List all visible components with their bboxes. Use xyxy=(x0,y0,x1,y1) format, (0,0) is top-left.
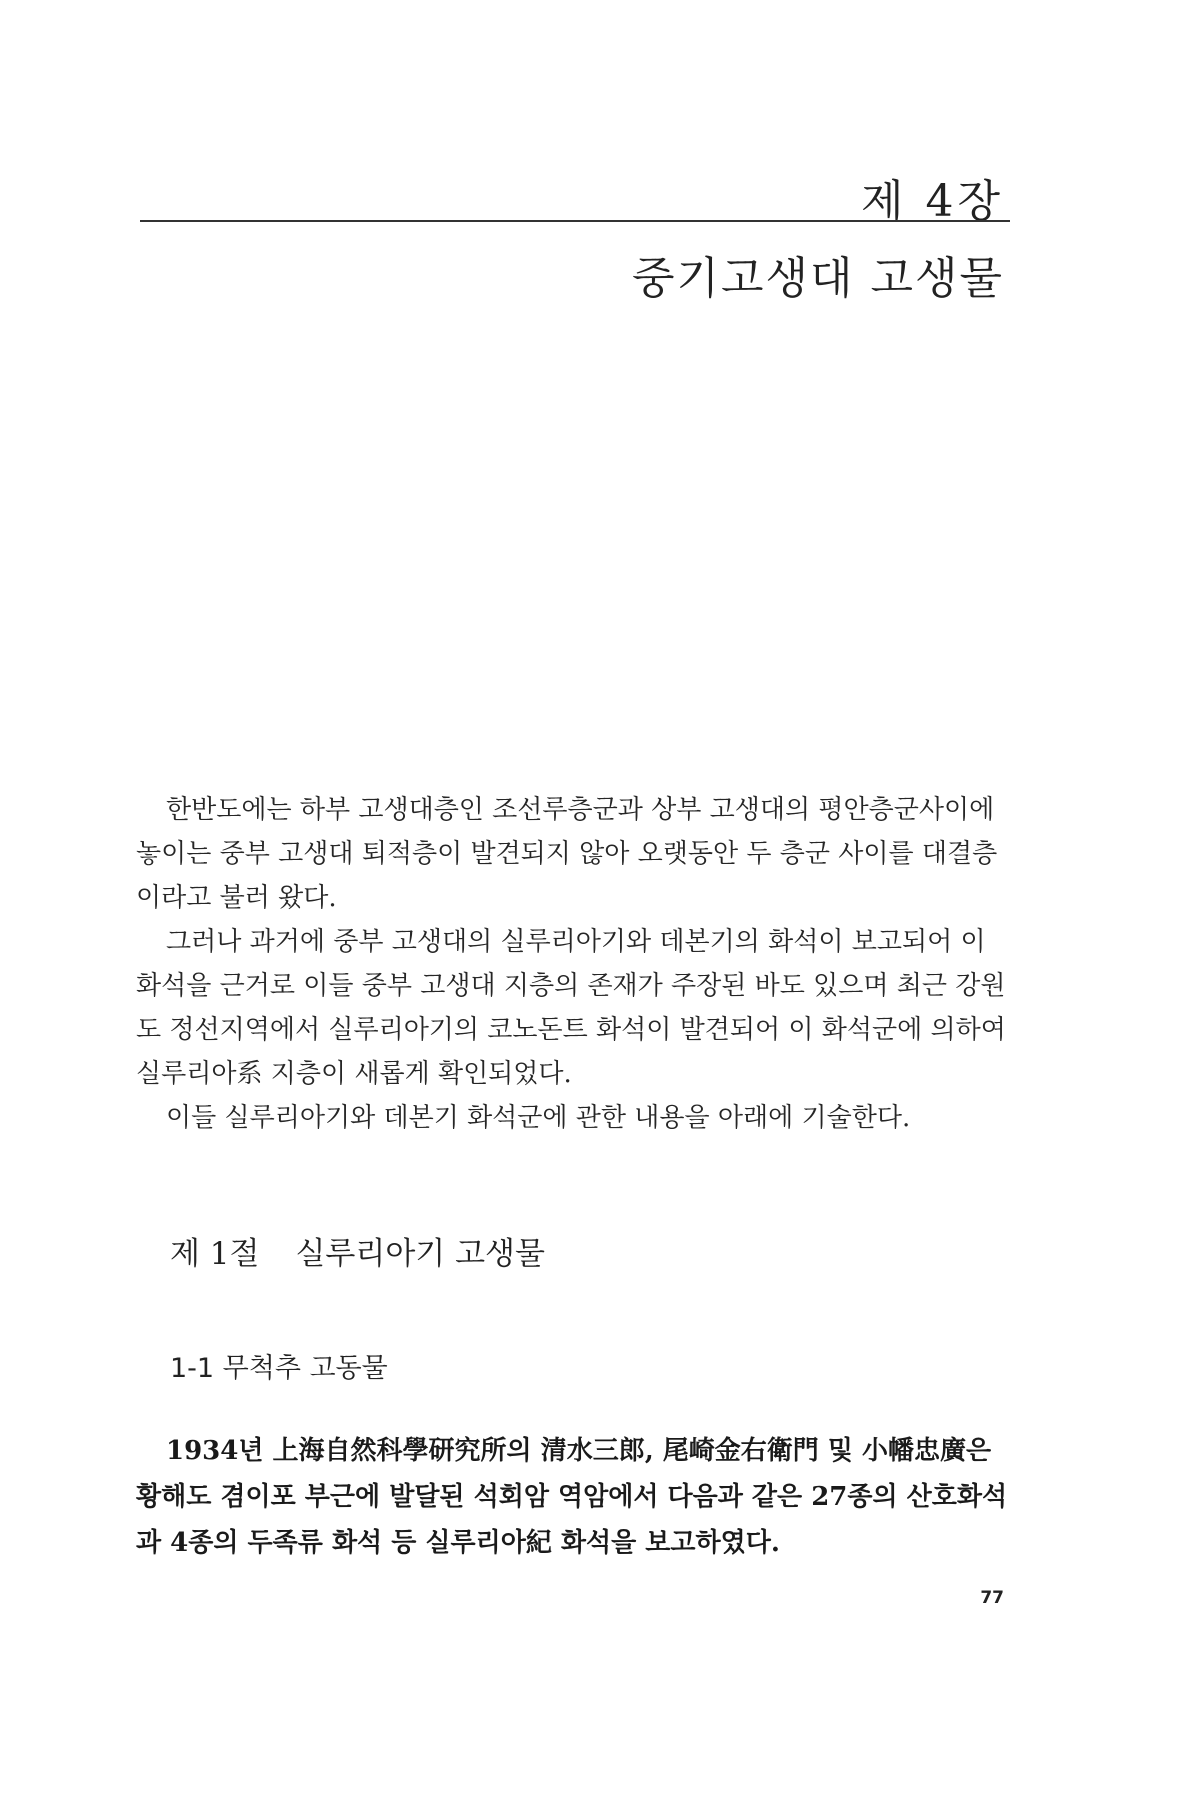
body-text xyxy=(136,1428,1014,1566)
subsection-heading: 1-1 무척추 고동물 xyxy=(170,1353,388,1384)
chapter-divider xyxy=(140,220,1010,222)
section-heading xyxy=(170,1228,545,1273)
intro-paragraph: 한반도에는 하부 고생대층인 조선루층군과 상부 고생대의 평안층군사이에 놓이는 중부 고생대 퇴적층이 발견되지 않아 오랫동안 두 층군 사이를 대결층이라고 불러 왔다. xyxy=(136,795,998,913)
intro-paragraph: 이들 실루리아기와 데본기 화석군에 관한 내용을 아래에 기술한다. xyxy=(166,1103,911,1133)
page-number: 77 xyxy=(980,1588,1004,1608)
chapter-number: 제 4장 xyxy=(861,176,1004,227)
body-paragraph: 1934년 上海自然科學研究所의 清水三郎, 尾崎金右衛門 및 小幡忠廣은 황해도 겸이포 부근에 발달된 석회암 역암에서 다음과 같은 27종의 산호화석과 4종의 두족류 화석 등 실루리아紀 화석을 보고하였다. xyxy=(136,1436,1008,1558)
chapter-title: 중기고생대 고생물 xyxy=(631,253,1004,304)
intro-text xyxy=(136,788,1014,1140)
section-number: 제 1절 xyxy=(170,1236,260,1272)
section-title: 실루리아기 고생물 xyxy=(295,1236,545,1272)
intro-paragraph: 그러나 과거에 중부 고생대의 실루리아기와 데본기의 화석이 보고되어 이 화석을 근거로 이들 중부 고생대 지층의 존재가 주장된 바도 있으며 최근 강원도 정선지역에서 실루리아기의 코노돈트 화석이 발견되어 이 화석군에 의하여 실루리아系 지층이 새롭게 확인되었다. xyxy=(136,927,1006,1089)
